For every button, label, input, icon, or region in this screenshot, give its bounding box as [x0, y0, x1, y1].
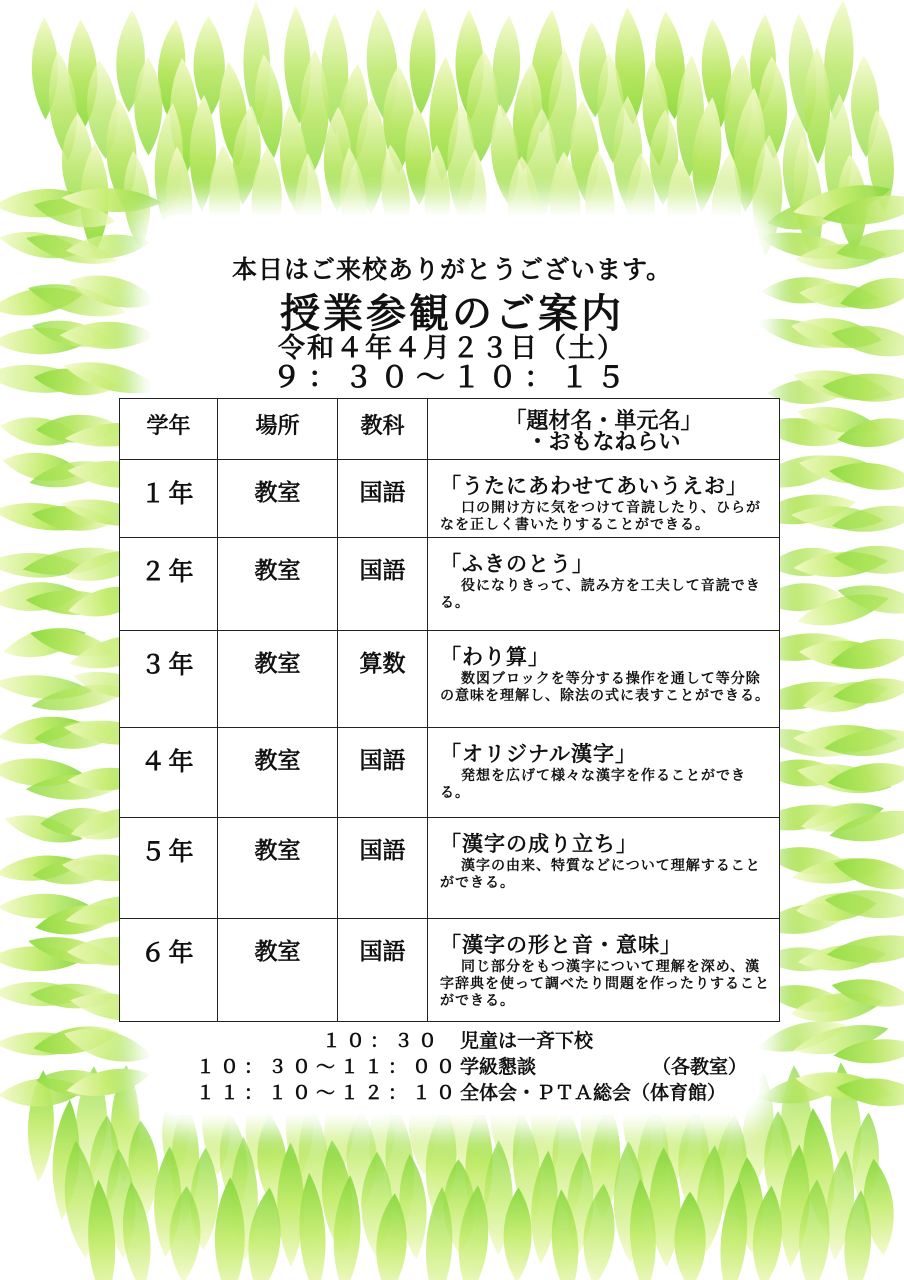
row-content	[428, 728, 780, 818]
row-topic: 「ふきのとう」	[440, 552, 594, 576]
header-subject: 教科	[338, 399, 428, 460]
table-row	[120, 631, 780, 728]
header-content-line2: ・おもなねらい	[526, 430, 681, 455]
header-content	[428, 399, 780, 460]
dismissal-time: １０：３０	[322, 1030, 443, 1052]
row-subject: 国語	[338, 728, 428, 818]
dismissal-text: 児童は一斉下校	[460, 1030, 594, 1052]
row-grade: １年	[120, 460, 218, 538]
row-content	[428, 460, 780, 538]
row-place: 教室	[218, 460, 338, 538]
row-subject: 算数	[338, 631, 428, 728]
row-grade: ３年	[120, 631, 218, 728]
meeting-time: １０：３０～１１：００	[196, 1056, 461, 1078]
event-time: ９：３０～１０：１５	[271, 360, 632, 394]
row-place: 教室	[218, 631, 338, 728]
assembly-time: １１：１０～１２：１０	[196, 1082, 461, 1104]
meeting-text: 学級懇談	[460, 1056, 537, 1078]
table-row	[120, 728, 780, 818]
assembly-text: 全体会・ＰＴＡ総会（体育館）	[460, 1082, 727, 1104]
row-content	[428, 818, 780, 919]
row-place: 教室	[218, 919, 338, 1022]
table-header-row	[120, 399, 780, 460]
row-topic: 「漢字の形と音・意味」	[440, 933, 682, 957]
welcome-message: 本日はご来校ありがとうございます。	[231, 255, 672, 284]
row-aim: 同じ部分をもつ漢字について理解を深め、漢字辞典を使って調べたり問題を作ったりすることができる。	[440, 959, 770, 1009]
header-place: 場所	[218, 399, 338, 460]
header-content-line1: 「題材名・単元名」	[504, 409, 703, 434]
row-place: 教室	[218, 818, 338, 919]
row-topic: 「わり算」	[440, 645, 550, 669]
row-place: 教室	[218, 538, 338, 631]
page-title: 授業参観のご案内	[280, 291, 624, 337]
row-aim: 漢字の由来、特質などについて理解することができる。	[440, 858, 761, 891]
table-row	[120, 818, 780, 919]
table-row	[120, 460, 780, 538]
event-date: 令和４年４月２３日（土）	[278, 333, 626, 364]
row-topic: 「オリジナル漢字」	[440, 742, 637, 766]
row-subject: 国語	[338, 460, 428, 538]
row-content	[428, 538, 780, 631]
row-grade: ４年	[120, 728, 218, 818]
row-aim: 役になりきって、読み方を工夫して音読できる。	[440, 578, 761, 611]
row-content	[428, 631, 780, 728]
row-grade: ６年	[120, 919, 218, 1022]
table-row	[120, 538, 780, 631]
table-row	[120, 919, 780, 1022]
row-topic: 「漢字の成り立ち」	[440, 832, 638, 856]
row-place: 教室	[218, 728, 338, 818]
row-aim: 発想を広げて様々な漢字を作ることができる。	[440, 768, 746, 801]
meeting-place: （各教室）	[652, 1056, 748, 1078]
row-subject: 国語	[338, 818, 428, 919]
row-subject: 国語	[338, 538, 428, 631]
class-schedule-table	[119, 398, 780, 1022]
leaf-shape	[64, 1062, 153, 1103]
row-content	[428, 919, 780, 1022]
row-aim: 数図ブロックを等分する操作を通して等分除の意味を理解し、除法の式に表すことができる。	[440, 671, 770, 704]
header-grade: 学年	[120, 399, 218, 460]
row-grade: ５年	[120, 818, 218, 919]
row-topic: 「うたにあわせてあいうえお」	[440, 474, 748, 498]
row-aim: 口の開け方に気をつけて音読したり、ひらがなを正しく書いたりすることができる。	[440, 500, 761, 533]
row-grade: ２年	[120, 538, 218, 631]
row-subject: 国語	[338, 919, 428, 1022]
